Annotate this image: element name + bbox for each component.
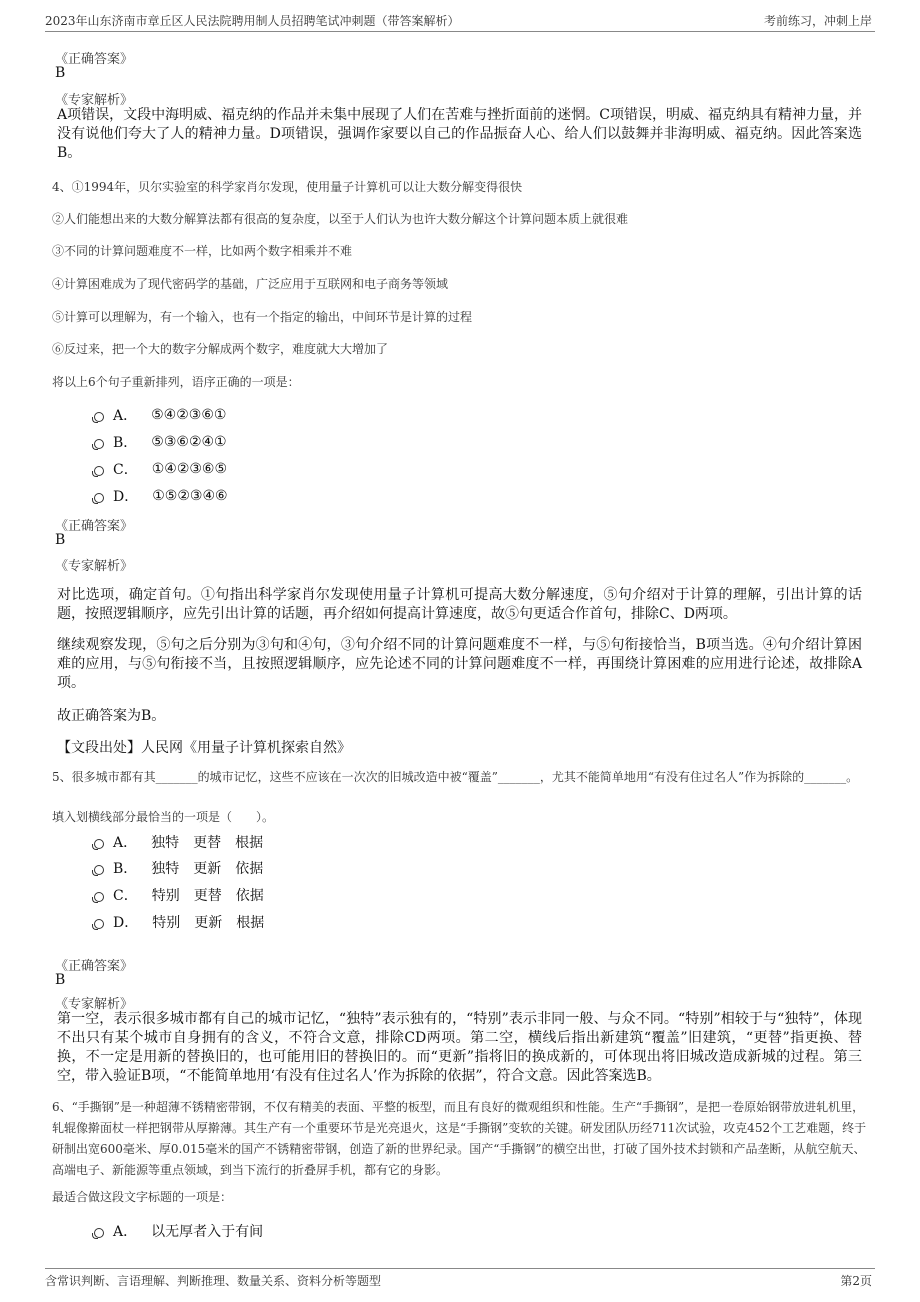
page-number: 第2页 <box>840 1274 872 1288</box>
question-4-sentence-6: ⑥反过来，把一个大的数字分解成两个数字，难度就大大增加了 <box>52 342 389 356</box>
correct-answer-label: 《正确答案》 <box>55 52 134 67</box>
expert-analysis-label: 《专家解析》 <box>55 559 134 574</box>
correct-answer-value: B <box>55 972 66 988</box>
question-4-stem: 4、①1994年，贝尔实验室的科学家肖尔发现，使用量子计算机可以让大数分解变得很快 <box>52 180 523 194</box>
expert-analysis-label: 《专家解析》 <box>55 93 134 108</box>
radio-icon[interactable] <box>94 412 104 422</box>
analysis-text: 第一空，表示很多城市都有自己的城市记忆，“独特”表示独有的，“特别”表示非同一般、与众不同。“特别”相较于与“独特”，体现不出只有某个城市自身拥有的含义，不符合文意，排除CD两项。第二空，横线后指出新建筑“覆盖”旧建筑，“更替”指更换、替换，不一定是用新的替换旧的，也可能用旧的替换旧的。而“更新”指将旧的换成新的，可体现出将旧城改造成新城的过程。第三空，带入验证B项，“不能简单地用‘有没有住过名人’作为拆除的依据”，符合文意。因此答案选B。 <box>57 1011 862 1084</box>
question-4-sentence-2: ②人们能想出来的大数分解算法都有很高的复杂度，以至于人们认为也许大数分解这个计算问题本质上就很难 <box>52 212 629 226</box>
question-5-option-a[interactable]: A． 独特 更替 根据 <box>94 832 263 852</box>
document-title: 2023年山东济南市章丘区人民法院聘用制人员招聘笔试冲刺题（带答案解析） <box>45 14 460 28</box>
radio-icon[interactable] <box>94 493 104 503</box>
question-5-option-c[interactable]: C． 特别 更替 依据 <box>94 885 264 905</box>
analysis-paragraph-2: 继续观察发现，⑤句之后分别为③句和④句，③句介绍不同的计算问题难度不一样，与⑤句衔接恰当，B项当选。④句介绍计算困难的应用，与⑤句衔接不当，且按照逻辑顺序，应先论述不同的计算问题难度不一样，再围绕计算困难的应用进行论述，故排除A项。 <box>57 637 862 691</box>
analysis-conclusion: 故正确答案为B。 <box>57 708 166 724</box>
question-4-option-b[interactable]: B． ⑤③⑥②④① <box>94 432 227 452</box>
question-5-option-d[interactable]: D． 特别 更新 根据 <box>94 912 264 932</box>
correct-answer-value: B <box>55 532 66 548</box>
analysis-paragraph-1: 对比选项，确定首句。①句指出科学家肖尔发现使用量子计算机可提高大数分解速度，⑤句介绍对于计算的理解，引出计算的话题，按照逻辑顺序，应先引出计算的话题，再介绍如何提高计算速度，故⑤句更适合作首句，排除C、D两项。 <box>57 587 862 622</box>
question-4-option-a[interactable]: A． ⑤④②③⑥① <box>94 405 226 425</box>
passage-source: 【文段出处】人民网《用量子计算机探索自然》 <box>57 740 351 756</box>
page-header <box>0 0 920 32</box>
header-slogan: 考前练习，冲刺上岸 <box>763 14 872 28</box>
correct-answer-value: B <box>55 65 66 81</box>
radio-icon[interactable] <box>94 892 104 902</box>
footer-divider <box>45 1268 875 1269</box>
question-6-option-a[interactable]: A． 以无厚者入于有间 <box>94 1221 263 1241</box>
footer-note: 含常识判断、言语理解、判断推理、数量关系、资料分析等题型 <box>45 1274 382 1288</box>
question-6-stem: 6、“手撕钢”是一种超薄不锈精密带钢，不仅有精美的表面、平整的板型，而且有良好的微观组织和性能。生产“手撕钢”，是把一卷原始钢带放进轧机里，轧辊像擀面杖一样把钢带从厚擀薄。其生产有一个重要环节是光亮退火，这是“手撕钢”变软的关键。研发团队历经711次试验，攻克452个工艺难题，终于研制出宽600毫米、厚0.015毫米的国产不锈精密带钢，创造了新的世界纪录。国产“手撕钢”的横空出世，打破了国外技术封锁和产品垄断，从航空航天、高端电子、新能源等重点领域，到当下流行的折叠屏手机，都有它的身影。 <box>52 1100 867 1177</box>
radio-icon[interactable] <box>94 466 104 476</box>
question-4-option-d[interactable]: D． ①⑤②③④⑥ <box>94 486 228 506</box>
analysis-text: A项错误，文段中海明威、福克纳的作品并未集中展现了人们在苦难与挫折面前的迷惘。C项错误，明威、福克纳具有精神力量，并没有说他们夸大了人的精神力量。D项错误，强调作家要以自己的作品振奋人心、给人们以鼓舞并非海明威、福克纳。因此答案选B。 <box>57 107 862 161</box>
correct-answer-label: 《正确答案》 <box>55 959 134 974</box>
question-4-option-c[interactable]: C． ①④②③⑥⑤ <box>94 459 227 479</box>
question-4-sentence-4: ④计算困难成为了现代密码学的基础，广泛应用于互联网和电子商务等领域 <box>52 277 449 291</box>
question-4-prompt: 将以上6个句子重新排列，语序正确的一项是： <box>52 375 300 389</box>
question-6-prompt: 最适合做这段文字标题的一项是： <box>52 1190 233 1204</box>
header-divider <box>45 31 875 32</box>
question-4-sentence-3: ③不同的计算问题难度不一样，比如两个数字相乘并不难 <box>52 244 353 258</box>
radio-icon[interactable] <box>94 839 104 849</box>
radio-icon[interactable] <box>94 1228 104 1238</box>
radio-icon[interactable] <box>94 919 104 929</box>
question-4-sentence-5: ⑤计算可以理解为，有一个输入，也有一个指定的输出，中间环节是计算的过程 <box>52 310 473 324</box>
correct-answer-label: 《正确答案》 <box>55 519 134 534</box>
question-5-option-b[interactable]: B． 独特 更新 依据 <box>94 858 263 878</box>
radio-icon[interactable] <box>94 865 104 875</box>
question-5-stem: 5、很多城市都有其_______的城市记忆，这些不应该在一次次的旧城改造中被“覆盖”_______，尤其不能简单地用“有没有住过名人”作为拆除的_______。 <box>52 770 859 784</box>
expert-analysis-label: 《专家解析》 <box>55 997 134 1012</box>
radio-icon[interactable] <box>94 439 104 449</box>
question-5-prompt: 填入划横线部分最恰当的一项是（ ）。 <box>52 810 275 824</box>
